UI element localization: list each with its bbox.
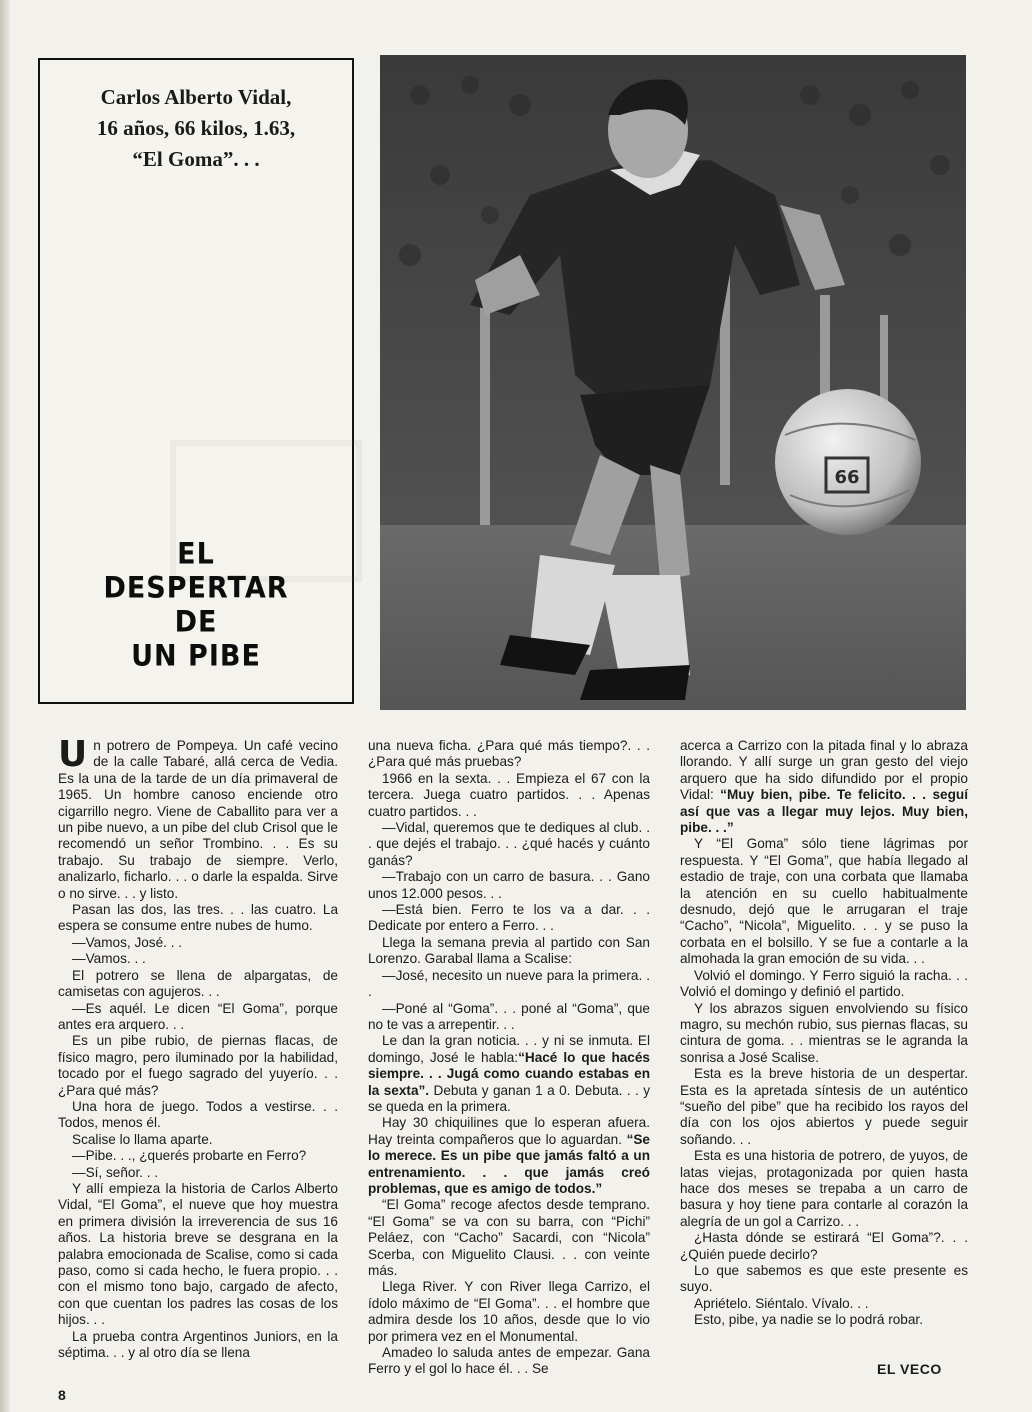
title-line: UN PIBE [131,639,261,674]
paragraph-text: Una hora de juego. Todos a vestirse. . . Todos, menos él. [58,1098,338,1131]
paragraph [58,968,338,1001]
paragraph [368,902,650,935]
paragraph-text: —Poné al “Goma”. . . poné al “Goma”, que no te vas a arrepentir. . . [368,1000,650,1032]
paragraph [58,1165,338,1181]
paragraph [680,738,968,836]
paragraph [680,1296,968,1312]
ball-label: 66 [834,467,860,488]
text-column-3 [680,738,968,1329]
intro-line: 16 años, 66 kilos, 1.63, [96,116,296,140]
bold-quote: “Se lo merece. Es un pibe que jamás faltó a un entrenamiento. . . que jamás creó problemas, que es amigo de todos.” [368,1131,650,1196]
paragraph [680,968,968,1001]
paragraph-text: —Vamos. . . [72,951,146,967]
paragraph-text: Lo que sabemos es que este presente es suyo. [680,1263,968,1295]
paragraph-text: Y allí empieza la historia de Carlos Alberto Vidal, “El Goma”, el nueve que hoy muestra en primera división la irreverencia de sus 16 años. La historia breve se desgrana en la palabra emocionada de Scalise, como si cada paso, como si cada hecho, le fuera propio. . . con el mismo tono bajo, cargado de afecto, con que cuentan los padres las cosas de los hijos. . . [58,1180,338,1328]
paragraph [368,771,650,820]
page-number: 8 [58,1387,66,1403]
paragraph [58,902,338,935]
magazine-name: EL VECO [877,1361,942,1377]
intro-line: “El Goma”. . . [132,147,260,171]
paragraph-text: —Pibe. . ., ¿querés probarte en Ferro? [72,1148,307,1164]
paragraph [58,1181,338,1329]
title-line: DE [174,605,218,640]
paragraph [680,1312,968,1328]
paragraph-text: —Vamos, José. . . [72,934,183,950]
paragraph-text: Hay 30 chiquilines que lo esperan afuera. Hay treinta compañeros que lo aguardan. [368,1115,650,1147]
paragraph [368,869,650,902]
paragraph [368,1115,650,1197]
bold-quote: “Hacé lo que hacés siempre. . . Jugá como cuando estabas en la sexta”. [368,1049,650,1098]
title-line: EL [177,537,215,572]
paragraph-text: ¿Hasta dónde se estirará “El Goma”?. . . ¿Quién puede decirlo? [680,1230,968,1262]
paragraph [368,1033,650,1115]
paragraph [680,1148,968,1230]
paragraph [58,1033,338,1099]
paragraph [58,935,338,951]
text-column-2 [368,738,650,1378]
paragraph-text: “El Goma” recoge afectos desde temprano. “El Goma” se va con su barra, con “Pichi” Peláez, con “Cacho” Sacardi, con “Nicola” Scerba, con Miguelito Clausi. . . con veinte más. [368,1197,650,1278]
paragraph [58,951,338,967]
paragraph [368,1197,650,1279]
intro-line: Carlos Alberto Vidal, [100,85,292,109]
paragraph-text: Scalise lo llama aparte. [72,1131,213,1147]
paragraph-text: —Está bien. Ferro te los va a dar. . . Dedicate por entero a Ferro. . . [368,902,650,934]
title-line: DESPERTAR [103,571,289,606]
player-photo [380,55,966,710]
paragraph-text: —Vidal, queremos que te dediques al club. . . que dejés el trabajo. . . ¿qué hacés y cuánto ganás? [368,820,650,868]
paragraph [368,968,650,1001]
paragraph [368,738,650,771]
paragraph-text: —Es aquél. Le dicen “El Goma”, porque antes era arquero. . . [58,1000,338,1032]
paragraph-text: Debuta y ganan 1 a 0. Debuta. . . y se queda en la primera. [368,1082,650,1114]
paragraph-text: Esto, pibe, ya nadie se lo podrá robar. [694,1312,923,1328]
paragraph-text: Apriételo. Siéntalo. Vívalo. . . [694,1295,869,1311]
page-edge [0,0,10,1412]
paragraph-text: una nueva ficha. ¿Para qué más tiempo?. . . ¿Para qué más pruebas? [368,738,650,770]
paragraph [58,1132,338,1148]
paragraph-text: n potrero de Pompeya. Un café vecino de la calle Tabaré, allá cerca de Vedia. Es la una de la tarde de un día primaveral de 1965. Un hombre canoso enciende otro cigarrillo negro. Viene de Caballito para ver a un pibe nuevo, a un pibe del club Crisol que le recomendó un señor Trombino. . . Es su trabajo. Su trabajo de siempre. Verlo, analizarlo, ficharlo. . . o darle la espalda. Sirve o no sirve. . . y listo. [58,738,338,901]
paragraph-text: El potrero se llena de alpargatas, de camisetas con agujeros. . . [58,967,338,1000]
paragraph-text: Llega River. Y con River llega Carrizo, el ídolo máximo de “El Goma”. . . el hombre que admira desde los 10 años, desde que lo vio por primera vez en el Monumental. [368,1279,650,1344]
paragraph [368,1279,650,1345]
text-column-1 [58,734,338,1361]
paragraph-text: Es un pibe rubio, de piernas flacas, de físico magro, pero iluminado por la habilidad, tocado por el fuego sagrado del yuyerío. . . ¿Para qué más? [58,1033,338,1098]
paragraph [368,820,650,869]
paragraph [58,1148,338,1164]
paragraph-text: Amadeo lo saluda antes de empezar. Gana Ferro y el gol lo hace él. . . Se [368,1345,650,1377]
intro-subtitle [40,82,352,175]
paragraph-text: La prueba contra Argentinos Juniors, en la séptima. . . y al otro día se llena [58,1328,338,1361]
paragraph [368,1001,650,1034]
paragraph-text: Volvió el domingo. Y Ferro siguió la racha. . . Volvió el domingo y definió el partido. [680,967,968,1000]
article-title [40,538,352,674]
paragraph [58,1099,338,1132]
paragraph-text: Y “El Goma” sólo tiene lágrimas por respuesta. Y “El Goma”, que había llegado al estadio de traje, con una corbata que llamaba la atención en su cuello habitualmente desnudo, dejó que le arrugaran el traje “Cacho”, “Nicola”, Miguelito. . . y se puso la corbata en el bolsillo. Y se fue a contarle a la almohada la gran emoción de su vida. . . [680,836,968,967]
bold-quote: “Muy bien, pibe. Te felicito. . . seguí así que vas a llegar muy lejos. Muy bien, pibe. . .” [680,787,968,836]
paragraph-text: —Trabajo con un carro de basura. . . Gano unos 12.000 pesos. . . [368,869,650,901]
drop-cap: U [58,734,88,775]
paragraph-text: Llega la semana previa al partido con San Lorenzo. Garabal llama a Scalise: [368,934,650,967]
paragraph [680,1230,968,1263]
paragraph-text: Esta es una historia de potrero, de yuyos, de latas viejas, protagonizada por quien hasta hace dos meses se trepaba a un carro de basura y hoy tiene para contarle al corazón la alegría de un gol a Carrizo. . . [680,1148,968,1229]
paragraph [58,734,338,902]
paragraph-text: Esta es la breve historia de un despertar. Esta es la apretada síntesis de un auténtico “sueño del pibe” que ha recibido los rayos del día con los ojos abiertos y puede seguir soñando. . . [680,1066,968,1147]
paragraph-text: Le dan la gran noticia. . . y ni se inmuta. El domingo, José le habla: [368,1033,650,1065]
intro-box [38,58,354,704]
paragraph [368,1345,650,1378]
paragraph-text: —Sí, señor. . . [72,1164,159,1180]
paragraph [680,1001,968,1067]
paragraph [680,836,968,967]
paragraph [680,1263,968,1296]
paragraph [368,935,650,968]
paragraph [680,1066,968,1148]
paragraph-text: Y los abrazos siguen envolviendo su físico magro, su mechón rubio, sus piernas flacas, su cintura de goma. . . mientras se le agranda la sonrisa a José Scalise. [680,1000,968,1065]
paragraph-text: acerca a Carrizo con la pitada final y lo abraza llorando. Y allí surge un gran gesto del viejo arquero que ha sido difundido por el propio Vidal: [680,738,968,803]
paragraph [58,1329,338,1362]
paragraph-text: 1966 en la sexta. . . Empieza el 67 con la tercera. Juega cuatro partidos. . . Apenas cuatro partidos. . . [368,770,650,819]
paragraph [58,1001,338,1034]
paragraph-text: Pasan las dos, las tres. . . las cuatro. La espera se consume entre nubes de humo. [58,902,338,934]
paragraph-text: —José, necesito un nueve para la primera. . . [368,967,650,1000]
